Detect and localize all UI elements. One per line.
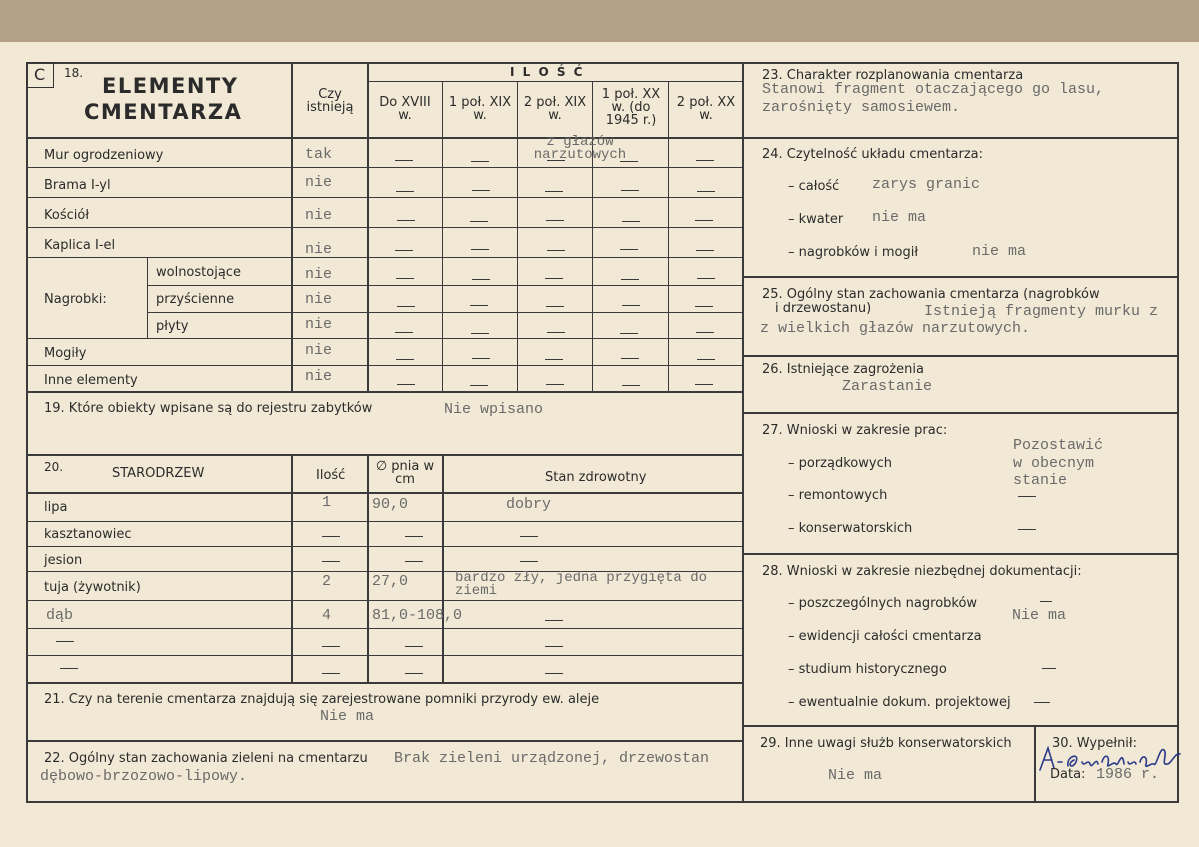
- dash: [397, 306, 415, 307]
- s27-answer-2: w obecnym: [1013, 455, 1095, 472]
- s25-question-1: 25. Ogólny stan zachowania cmentarza (nagrobków: [762, 287, 1100, 302]
- s18-row-sep: [147, 285, 743, 286]
- s18-row-label: Mur ogrodzeniowy: [44, 148, 164, 163]
- s18-row-label: Kościół: [44, 208, 90, 223]
- dash: [545, 359, 563, 360]
- s18-row-sep: [26, 197, 743, 198]
- s29-question: 29. Inne uwagi służb konserwatorskich: [760, 736, 1012, 751]
- section-letter: C: [34, 65, 46, 84]
- s18-row-label: Inne elementy: [44, 373, 138, 388]
- s18-vline-4: [668, 82, 669, 392]
- s27-bottom: [743, 553, 1179, 555]
- s25-bottom: [743, 355, 1179, 357]
- dash: [622, 221, 640, 222]
- dash: [697, 359, 715, 360]
- s18-exists-value: nie: [305, 174, 333, 191]
- dash: [546, 306, 564, 307]
- dash: [547, 160, 565, 161]
- s26-bottom: [743, 412, 1179, 414]
- dash: [405, 673, 423, 674]
- s18-row-sep: [147, 312, 743, 313]
- s18-exists-value: tak: [305, 146, 333, 163]
- s25-answer-2: z wielkich głazów narzutowych.: [760, 320, 1031, 337]
- dash: [621, 190, 639, 191]
- s18-row-label: Brama I-yl: [44, 178, 111, 193]
- frame-left: [26, 62, 28, 803]
- dash: [395, 160, 413, 161]
- s27-question: 27. Wnioski w zakresie prac:: [762, 423, 948, 438]
- dash: [695, 220, 713, 221]
- s18-col-exists: Czy istnieją: [306, 87, 354, 115]
- dash: [471, 161, 489, 162]
- dash: [695, 384, 713, 385]
- s20-row-sep: [26, 600, 743, 601]
- s18-exists-value: nie: [305, 368, 333, 385]
- s20-tree-name: lipa: [44, 500, 68, 515]
- s20-health: dobry: [506, 496, 552, 513]
- s18-row-sep: [26, 167, 743, 168]
- s28-item: – poszczególnych nagrobków: [788, 596, 978, 611]
- s21-bottom: [26, 740, 743, 742]
- s18-vline-3: [592, 82, 593, 392]
- s22-answer-2: dębowo-brzozowo-lipowy.: [40, 768, 248, 785]
- dash: [322, 536, 340, 537]
- s28-item: – ewidencji całości cmentarza: [788, 629, 982, 644]
- s18-nagrobki-label: Nagrobki:: [44, 292, 107, 307]
- s20-bottom: [26, 682, 743, 684]
- dash: [520, 536, 538, 537]
- s30-date-label: Data:: [1050, 767, 1086, 782]
- dash: [620, 333, 638, 334]
- dash: [545, 620, 563, 621]
- s24-item: – całość: [788, 179, 840, 194]
- s21-question: 21. Czy na terenie cmentarza znajdują się zarejestrowane pomniki przyrody ew. aleje: [44, 692, 600, 707]
- s20-col-count: Ilość: [316, 468, 346, 483]
- s24-answer: nie ma: [972, 243, 1027, 260]
- dash: [546, 384, 564, 385]
- dash: [547, 332, 565, 333]
- s18-col-ilosc: I L O Ś Ć: [510, 65, 585, 79]
- s18-title-2: CMENTARZA: [84, 100, 243, 124]
- s23-answer-1: Stanowi fragment otaczającego go lasu,: [762, 81, 1105, 98]
- dash: [620, 249, 638, 250]
- s20-vline: [442, 455, 444, 683]
- s19-answer: Nie wpisano: [444, 401, 544, 418]
- s26-answer: Zarastanie: [842, 378, 933, 395]
- s28-item: – studium historycznego: [788, 662, 947, 677]
- s20-title: STARODRZEW: [112, 466, 205, 481]
- dash: [545, 278, 563, 279]
- s18-exists-value: nie: [305, 316, 333, 333]
- s29-answer: Nie ma: [828, 767, 883, 784]
- s20-header-bottom: [26, 492, 743, 494]
- s18-col-1xx: 1 poł. XX w. (do 1945 r.): [601, 87, 661, 128]
- s27-answer-1: Pozostawić: [1013, 437, 1104, 454]
- s27-item: – porządkowych: [788, 456, 892, 471]
- s18-row-label: wolnostojące: [156, 265, 241, 280]
- s18-row-label: przyścienne: [156, 292, 235, 307]
- dash: [395, 332, 413, 333]
- s28-answer: Nie ma: [1012, 607, 1067, 624]
- s24-answer: zarys granic: [872, 176, 981, 193]
- dash: [1018, 529, 1036, 530]
- s18-row-sep: [26, 365, 743, 366]
- dash: [546, 220, 564, 221]
- s20-tree-name: dąb: [46, 607, 74, 624]
- s18-row-label: Kaplica I-el: [44, 238, 116, 253]
- s20-row-sep: [26, 655, 743, 656]
- dash: [405, 536, 423, 537]
- s20-row-sep: [26, 546, 743, 547]
- dash: [322, 673, 340, 674]
- s23-question: 23. Charakter rozplanowania cmentarza: [762, 68, 1024, 83]
- dash: [322, 561, 340, 562]
- s23-bottom: [743, 137, 1179, 139]
- dash: [322, 646, 340, 647]
- s30-label: 30. Wypełnił:: [1052, 736, 1137, 751]
- s20-count: 1: [322, 494, 332, 511]
- dash: [470, 305, 488, 306]
- dash: [472, 358, 490, 359]
- dash: [472, 279, 490, 280]
- dash: [1034, 702, 1050, 703]
- dash: [1018, 496, 1036, 497]
- dash: [396, 359, 414, 360]
- dash: [696, 250, 714, 251]
- dash: [60, 668, 78, 669]
- s18-row-label: Mogiły: [44, 346, 87, 361]
- s19-question: 19. Które obiekty wpisane są do rejestru zabytków: [44, 401, 373, 416]
- s25-answer-1: Istnieją fragmenty murku z: [924, 303, 1159, 320]
- s20-row-sep: [26, 628, 743, 629]
- s24-item: – nagrobków i mogił: [788, 245, 919, 260]
- s18-col-2xx: 2 poł. XX w.: [676, 95, 736, 123]
- frame-bottom: [26, 801, 1179, 803]
- s30-date-value: 1986 r.: [1096, 766, 1160, 783]
- s28-bottom: [743, 725, 1179, 727]
- s18-row-sep: [26, 257, 743, 258]
- dash: [396, 278, 414, 279]
- frame-top: [26, 62, 1179, 64]
- s18-row-label: płyty: [156, 319, 189, 334]
- s20-tree-name: tuja (żywotnik): [44, 580, 141, 595]
- s18-bottom: [26, 391, 743, 393]
- s18-vline-1: [442, 82, 443, 392]
- s18-col-2xix: 2 poł. XIX w.: [523, 95, 587, 123]
- dash: [472, 190, 490, 191]
- s23-answer-2: zarośnięty samosiewem.: [762, 99, 961, 116]
- s20-col-diam: ∅ pnia w cm: [375, 459, 435, 487]
- frame-middle: [742, 62, 744, 803]
- s18-exists-value: nie: [305, 207, 333, 224]
- s20-col-health: Stan zdrowotny: [545, 470, 647, 485]
- s25-question-2: i drzewostanu): [775, 301, 872, 316]
- dash: [621, 358, 639, 359]
- s18-exists-value: nie: [305, 342, 333, 359]
- s21-answer: Nie ma: [320, 708, 375, 725]
- s20-vline: [291, 455, 293, 683]
- s18-col-1xix: 1 poł. XIX w.: [448, 95, 512, 123]
- dash: [1040, 601, 1052, 602]
- dash: [405, 561, 423, 562]
- s18-number: 18.: [64, 66, 84, 80]
- dash: [520, 561, 538, 562]
- dash: [471, 249, 489, 250]
- s28-item: – ewentualnie dokum. projektowej: [788, 695, 1011, 710]
- s22-answer-1: Brak zieleni urządzonej, drzewostan: [394, 750, 710, 767]
- dash: [545, 191, 563, 192]
- dash: [545, 673, 563, 674]
- dash: [397, 384, 415, 385]
- s18-nagrobki-vline: [147, 257, 148, 339]
- s18-exists-value: nie: [305, 241, 333, 258]
- s24-question: 24. Czytelność układu cmentarza:: [762, 147, 984, 162]
- dash: [405, 646, 423, 647]
- s24-item: – kwater: [788, 212, 844, 227]
- s20-health: bardzo zły, jedna przygięta do ziemi: [455, 570, 708, 599]
- dash: [395, 250, 413, 251]
- frame-right: [1177, 62, 1179, 803]
- dash: [1042, 668, 1056, 669]
- dash: [56, 641, 74, 642]
- s19-bottom: [26, 454, 743, 456]
- s18-row-sep: [26, 227, 743, 228]
- s20-vline: [367, 455, 369, 683]
- dash: [620, 161, 638, 162]
- s20-diam: 27,0: [372, 573, 409, 590]
- dash: [622, 305, 640, 306]
- dash: [697, 191, 715, 192]
- s20-tree-name: kasztanowiec: [44, 527, 132, 542]
- s27-item: – konserwatorskich: [788, 521, 913, 536]
- dash: [396, 191, 414, 192]
- s18-vline-2: [517, 82, 518, 392]
- dash: [621, 279, 639, 280]
- s18-mur-note: z głazów narzutowych: [533, 134, 627, 163]
- s22-question: 22. Ogólny stan zachowania zieleni na cmentarzu: [44, 751, 368, 766]
- dash: [697, 278, 715, 279]
- dash: [696, 332, 714, 333]
- dash: [696, 160, 714, 161]
- s20-tree-name: jesion: [44, 553, 83, 568]
- s20-number: 20.: [44, 460, 64, 474]
- dash: [547, 250, 565, 251]
- s28-question: 28. Wnioski w zakresie niezbędnej dokumentacji:: [762, 564, 1082, 579]
- dash: [397, 220, 415, 221]
- dash: [622, 385, 640, 386]
- s18-exists-value: nie: [305, 291, 333, 308]
- s26-question: 26. Istniejące zagrożenia: [762, 362, 924, 377]
- s27-item: – remontowych: [788, 488, 888, 503]
- folder-edge: [0, 0, 1199, 46]
- s20-count: 4: [322, 607, 332, 624]
- s18-col-xviii: Do XVIII w.: [379, 95, 431, 123]
- s20-diam: 90,0: [372, 496, 409, 513]
- dash: [695, 306, 713, 307]
- dash: [470, 385, 488, 386]
- s20-diam: 81,0-108,0: [372, 607, 463, 624]
- s18-exists-value: nie: [305, 266, 333, 283]
- dash: [545, 646, 563, 647]
- s27-answer-3: stanie: [1013, 472, 1068, 489]
- s18-ilosc-line: [368, 81, 743, 82]
- s18-row-sep: [26, 338, 743, 339]
- dash: [471, 333, 489, 334]
- s20-count: 2: [322, 573, 332, 590]
- s24-bottom: [743, 276, 1179, 278]
- s18-title-1: ELEMENTY: [102, 74, 239, 98]
- s20-row-sep: [26, 521, 743, 522]
- dash: [470, 221, 488, 222]
- s24-answer: nie ma: [872, 209, 927, 226]
